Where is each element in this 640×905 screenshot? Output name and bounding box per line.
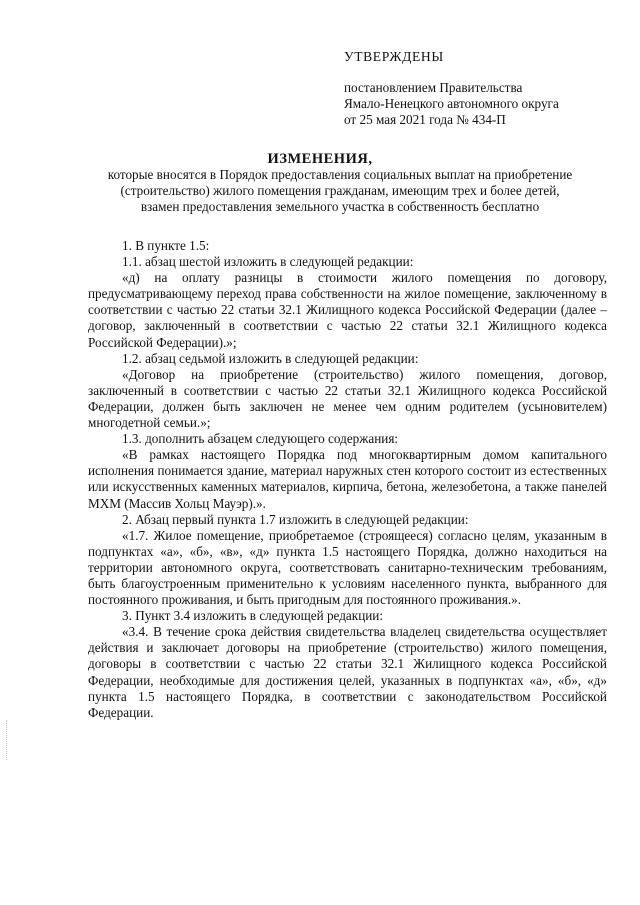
paragraph-item-1-2: 1.2. абзац седьмой изложить в следующей редакции: xyxy=(122,350,419,366)
approved-heading: УТВЕРЖДЕНЫ xyxy=(344,49,444,64)
paragraph-section-1: 1. В пункте 1.5: xyxy=(122,238,210,253)
document-subtitle xyxy=(80,167,600,216)
paragraph-quote-1-7: «1.7. Жилое помещение, приобретаемое (строящееся) согласно целям, указанным в подпунктах «а», «б», «в», «д» пункта 1.5 настоящего Порядка, должно находиться на территории автономного округа, соответствовать санитарно-техническим требованиям, быть благоустроенным применительно к условиям населенного пункта, выбранного для постоянного проживания, и быть пригодным для постоянного проживания.». xyxy=(88,527,607,608)
paragraph-item-1-3: 1.3. дополнить абзацем следующего содержания: xyxy=(122,431,399,447)
paragraph-quote-building: «В рамках настоящего Порядка под многоквартирным домом капитального исполнения понимается здание, материал наружных стен которого состоит из естественных или искусственных каменных материалов, кирпича, бетона, железобетона, а также панелей МХМ (Массив Хольц Мауэр).». xyxy=(88,447,607,511)
subtitle-line: взамен предоставления земельного участка в собственность бесплатно xyxy=(140,199,540,215)
paragraph-quote-contract: «Договор на приобретение (строительство) жилого помещения, договор, заключенный в соответствии с частью 22 статьи 32.1 Жилищного кодекса Российской Федерации, должен быть заключен не менее чем одним родителем (усыновителем) многодетной семьи.»; xyxy=(88,366,607,431)
subtitle-line: которые вносятся в Порядок предоставления социальных выплат на приобретение xyxy=(107,167,573,182)
paragraph-quote-3-4: «3.4. В течение срока действия свидетельства владелец свидетельства осуществляет действия и заключает договоры на приобретение (строительство) жилого помещения, договоры в соответствии с частью 22 статьи 32.1 Жилищного кодекса Российской Федерации, необходимые для достижения целей, указанных в подпунктах «а», «б», «д» пункта 1.5 настоящего Порядка, в соответствии с законодательством Российской Федерации. xyxy=(88,624,607,720)
paragraph-item-1-1: 1.1. абзац шестой изложить в следующей редакции: xyxy=(122,254,414,270)
paragraph-section-2: 2. Абзац первый пункта 1.7 изложить в следующей редакции: xyxy=(122,511,469,527)
document-body xyxy=(88,238,607,721)
decree-line: от 25 мая 2021 года № 434-П xyxy=(344,112,506,127)
paragraph-quote-d: «д) на оплату разницы в стоимости жилого помещения по договору, предусматривающему переход права собственности на жилое помещение, заключенному в соответствии с частью 22 статьи 32.1 Жилищного кодекса Российской Федерации (далее – договор, заключенный в соответствии с частью 22 статьи 32.1 Жилищного кодекса Российской Федерации).»; xyxy=(88,270,607,350)
decree-reference xyxy=(344,80,559,128)
subtitle-line: (строительство) жилого помещения гражданам, имеющим трех и более детей, xyxy=(120,183,560,199)
document-title: ИЗМЕНЕНИЯ, xyxy=(267,151,373,167)
decree-line: Ямало-Ненецкого автономного округа xyxy=(344,96,559,111)
decree-line: постановлением Правительства xyxy=(344,80,523,95)
scan-edge-mark xyxy=(6,720,8,760)
paragraph-section-3: 3. Пункт 3.4 изложить в следующей редакции: xyxy=(122,608,384,624)
